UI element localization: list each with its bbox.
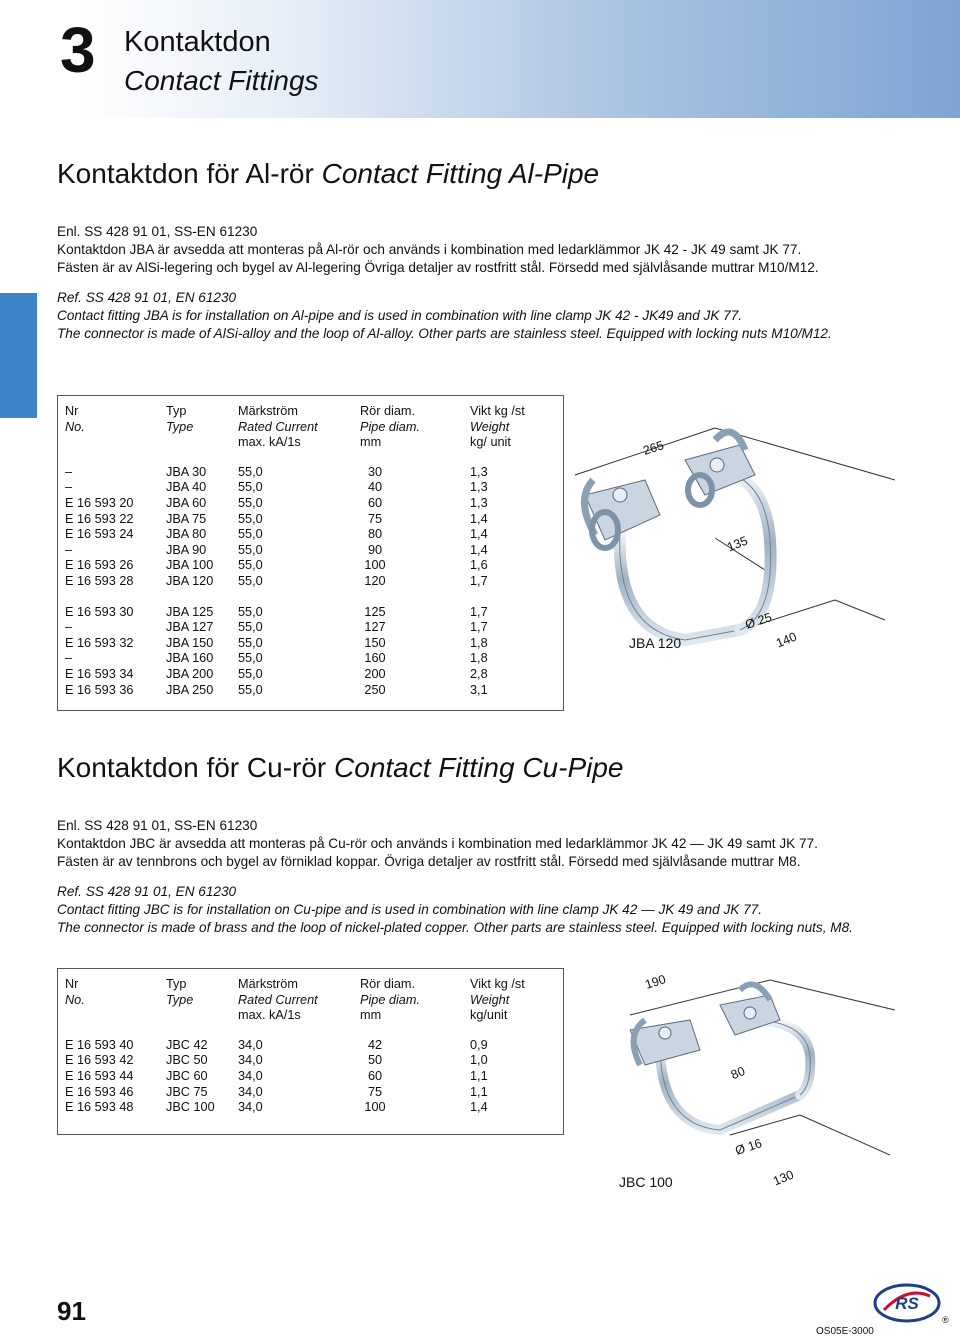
jbc-table-cell: 1,4 — [470, 1100, 488, 1115]
jbc-header-cell: Pipe diam. — [360, 992, 420, 1007]
jbc-header-cell: kg/unit — [470, 1008, 508, 1023]
jba-table-cell: 55,0 — [238, 496, 263, 510]
jba-table-cell: E 16 593 26 — [65, 558, 134, 573]
jba-table-cell: 200 — [364, 667, 386, 681]
jba-table-cell: E 16 593 36 — [65, 682, 134, 697]
jba-table-cell: 90 — [367, 542, 383, 557]
jba-table-cell: 1,3 — [470, 464, 488, 479]
side-tab-marker — [0, 293, 37, 418]
jba-header-cell: Vikt kg /st — [470, 404, 525, 418]
jbc-header-cell: Märkström — [238, 977, 298, 991]
section2-title-en: Contact Fitting Cu-Pipe — [334, 752, 624, 783]
jba-header-cell: max. kA/1s — [238, 435, 301, 450]
jba-table-cell: 160 — [364, 651, 386, 666]
jbc-header-cell: No. — [65, 992, 85, 1007]
jba-table-cell: 1,8 — [470, 635, 488, 650]
rs-logo — [872, 1282, 942, 1324]
jba-table-cell: JBA 100 — [166, 558, 214, 573]
jba-header-cell: Typ — [166, 404, 187, 418]
jba-table-cell: 1,4 — [470, 511, 488, 526]
jbc-100-figure — [600, 975, 900, 1195]
jbc-table-cell: 34,0 — [238, 1037, 263, 1052]
jbc-model-label: JBC 100 — [619, 1174, 673, 1190]
jba-table-cell: 55,0 — [238, 511, 263, 526]
jba-table-cell: 80 — [367, 527, 383, 542]
jbc-header-cell: Rated Current — [238, 992, 318, 1007]
jbc-table-cell: E 16 593 44 — [65, 1069, 134, 1083]
jba-table-cell: E 16 593 24 — [65, 527, 134, 542]
jba-table-cell: JBA 160 — [166, 651, 214, 666]
jbc-table-cell: 60 — [367, 1069, 383, 1083]
jba-table-cell: 1,7 — [470, 604, 488, 619]
jba-table-cell: 55,0 — [238, 635, 263, 650]
jba-table-cell: E 16 593 32 — [65, 635, 134, 650]
jba-table-cell: E 16 593 28 — [65, 574, 134, 588]
jbc-header-cell: mm — [360, 1008, 382, 1023]
jbc-table-cell: E 16 593 46 — [65, 1084, 134, 1099]
jbc-dim-height: 80 — [728, 1063, 748, 1083]
jba-table-cell: 55,0 — [238, 464, 263, 479]
jba-table-cell: JBA 40 — [166, 480, 207, 495]
jbc-header-cell: Typ — [166, 977, 187, 991]
section2-description — [57, 817, 902, 937]
page-number: 91 — [57, 1296, 86, 1326]
jbc-table-cell: JBC 100 — [166, 1100, 215, 1115]
section2-std-en: Ref. SS 428 91 01, EN 61230 — [57, 884, 237, 899]
jbc-header-cell: Vikt kg /st — [470, 977, 525, 991]
jba-table-cell: 1,4 — [470, 527, 488, 542]
section1-table-box — [57, 395, 564, 711]
jba-table-cell: 55,0 — [238, 527, 263, 542]
jba-dim-width: 265 — [641, 438, 666, 458]
jbc-table-cell: 100 — [364, 1100, 386, 1115]
jba-table-cell: JBA 200 — [166, 667, 214, 681]
jba-table-cell: – — [65, 542, 73, 557]
jba-table-cell: 55,0 — [238, 667, 263, 681]
jba-table-cell: 55,0 — [238, 574, 263, 588]
jba-table-cell: 1,7 — [470, 620, 488, 635]
jbc-table-cell: 50 — [367, 1053, 383, 1068]
jbc-dim-width: 190 — [643, 972, 668, 992]
jba-table-cell: – — [65, 620, 73, 635]
jbc-table-cell: JBC 50 — [166, 1053, 208, 1068]
jba-table-cell: 250 — [364, 682, 386, 697]
jba-table-cell: JBA 75 — [166, 511, 207, 526]
section1-desc-en-1: Contact fitting JBA is for installation on Al-pipe and is used in combination with line clamp JK 42 - JK49 and JK 77. — [57, 308, 743, 323]
jba-table-cell: E 16 593 22 — [65, 511, 134, 526]
jbc-table-cell: E 16 593 42 — [65, 1053, 134, 1068]
jba-table-cell: JBA 250 — [166, 682, 214, 697]
jba-table-cell: E 16 593 20 — [65, 496, 134, 510]
jba-table-cell: JBA 127 — [166, 620, 214, 635]
jbc-table-cell: 0,9 — [470, 1037, 488, 1052]
jbc-table-cell: 34,0 — [238, 1069, 263, 1083]
chapter-number: 3 — [60, 14, 96, 86]
jba-header-cell: mm — [360, 435, 382, 450]
rs-logo-text: RS — [895, 1294, 919, 1313]
jba-table-cell: 2,8 — [470, 667, 488, 681]
jba-table-cell: 60 — [367, 496, 383, 510]
jba-model-label: JBA 120 — [629, 635, 682, 651]
jbc-table-cell: JBC 60 — [166, 1069, 208, 1083]
jba-dim-height: 135 — [725, 533, 750, 555]
jba-table-cell: JBA 90 — [166, 542, 207, 557]
jbc-table-cell: JBC 75 — [166, 1084, 208, 1099]
section2-desc-en-2: The connector is made of brass and the loop of nickel-plated copper. Other parts are stainless steel. Equipped with locking nuts, M8. — [57, 920, 853, 935]
jba-table-cell: 30 — [367, 464, 383, 479]
section1-desc-en-2: The connector is made of AlSi-alloy and the loop of Al-alloy. Other parts are stainless steel. Equipped with locking nuts M10/M12. — [57, 326, 832, 341]
jbc-dim-pipe: Ø 16 — [733, 1136, 764, 1158]
jbc-header-cell: Rör diam. — [360, 977, 415, 991]
jba-header-cell: kg/ unit — [470, 435, 511, 450]
section1-title-en: Contact Fitting Al-Pipe — [321, 158, 600, 189]
jbc-header-cell: Type — [166, 992, 194, 1007]
jba-table-cell: 1,4 — [470, 542, 488, 557]
jba-header-cell: Weight — [470, 419, 510, 434]
section1-description — [57, 223, 902, 343]
jba-table-cell: JBA 150 — [166, 635, 214, 650]
jbc-dim-depth: 130 — [771, 1167, 796, 1189]
jbc-table-cell: JBC 42 — [166, 1037, 208, 1052]
section1-std-sv: Enl. SS 428 91 01, SS-EN 61230 — [57, 224, 258, 239]
jba-header-cell: Pipe diam. — [360, 419, 420, 434]
jbc-table-cell: 34,0 — [238, 1100, 263, 1115]
jba-table-cell: 125 — [364, 604, 386, 619]
jbc-table-cell: E 16 593 40 — [65, 1037, 134, 1052]
jba-table-cell: 120 — [364, 574, 386, 588]
jba-table-cell: JBA 80 — [166, 527, 207, 542]
jbc-table-cell: 1,0 — [470, 1053, 488, 1068]
jbc-table-cell: E 16 593 48 — [65, 1100, 134, 1115]
jba-table-cell: 55,0 — [238, 651, 263, 666]
section2-desc-sv-2: Fästen är av tennbrons och bygel av förniklad koppar. Övriga detaljer av rostfritt stål. Försedd med självlåsande muttrar M8. — [57, 854, 801, 869]
section2-std-sv: Enl. SS 428 91 01, SS-EN 61230 — [57, 818, 258, 833]
jba-header-cell: Rated Current — [238, 419, 318, 434]
jba-table-cell: JBA 30 — [166, 464, 207, 479]
jba-dim-pipe: Ø 25 — [743, 610, 774, 632]
section1-desc-sv-1: Kontaktdon JBA är avsedda att monteras på Al-rör och används i kombination med ledarklämmor JK 42 - JK 49 samt JK 77. — [57, 242, 802, 257]
jba-table-cell: 3,1 — [470, 682, 488, 697]
jba-table-cell: 150 — [364, 635, 386, 650]
jba-table-cell: 1,3 — [470, 480, 488, 495]
jba-table-cell: E 16 593 34 — [65, 667, 134, 681]
chapter-title-en: Contact Fittings — [124, 65, 319, 96]
jba-table-cell: JBA 60 — [166, 496, 207, 510]
jba-120-figure — [565, 420, 895, 695]
jbc-table-cell: 34,0 — [238, 1053, 263, 1068]
jba-dim-depth: 140 — [774, 629, 799, 651]
jba-table-cell: – — [65, 480, 73, 495]
jba-header-cell: Märkström — [238, 404, 298, 418]
section2-table-box — [57, 968, 564, 1135]
jbc-table-cell: 1,1 — [470, 1084, 488, 1099]
jba-table-cell: 1,6 — [470, 558, 488, 573]
jba-header-cell: Nr — [65, 404, 79, 418]
section1-desc-sv-2: Fästen är av AlSi-legering och bygel av Al-legering Övriga detaljer av rostfritt stål. Försedd med självlåsande muttrar M10/M12. — [57, 260, 819, 275]
jbc-table-cell: 42 — [367, 1037, 383, 1052]
jba-table-cell: JBA 125 — [166, 604, 214, 619]
jba-table-cell: – — [65, 464, 73, 479]
jba-header-cell: Rör diam. — [360, 404, 415, 418]
jba-table-cell: E 16 593 30 — [65, 604, 134, 619]
jba-table-cell: 127 — [364, 620, 386, 635]
section2-title-sv: Kontaktdon för Cu-rör — [57, 752, 327, 783]
jba-header-cell: Type — [166, 419, 194, 434]
section1-title — [57, 159, 599, 190]
document-code: OS05E-3000 — [816, 1326, 874, 1337]
section2-title — [57, 753, 624, 784]
jba-table-cell: 55,0 — [238, 480, 263, 495]
jba-table-cell: 55,0 — [238, 682, 263, 697]
jba-table-cell: JBA 120 — [166, 574, 214, 588]
jba-table-cell: 55,0 — [238, 542, 263, 557]
jba-table-cell: 55,0 — [238, 558, 263, 573]
registered-mark: ® — [942, 1315, 949, 1325]
jba-table-cell: – — [65, 651, 73, 666]
jba-table-cell: 1,8 — [470, 651, 488, 666]
jbc-header-cell: Weight — [470, 992, 510, 1007]
section2-desc-en-1: Contact fitting JBC is for installation on Cu-pipe and is used in combination with line clamp JK 42 — JK 49 and JK 77. — [57, 902, 762, 917]
jbc-table-cell: 75 — [367, 1084, 383, 1099]
header-band — [0, 0, 960, 118]
jbc-table-cell: 1,1 — [470, 1069, 488, 1083]
section1-title-sv: Kontaktdon för Al-rör — [57, 158, 314, 189]
jba-table-cell: 55,0 — [238, 604, 263, 619]
jbc-table-cell: 34,0 — [238, 1084, 263, 1099]
chapter-title-sv: Kontaktdon — [124, 26, 271, 58]
section2-desc-sv-1: Kontaktdon JBC är avsedda att monteras på Cu-rör och används i kombination med ledarklämmor JK 42 — JK 49 samt JK 77. — [57, 836, 818, 851]
jba-table-cell: 55,0 — [238, 620, 263, 635]
jbc-header-cell: Nr — [65, 977, 79, 991]
section1-std-en: Ref. SS 428 91 01, EN 61230 — [57, 290, 237, 305]
jba-table-cell: 100 — [364, 558, 386, 573]
jba-table-cell: 75 — [367, 511, 383, 526]
jba-table-cell: 40 — [367, 480, 383, 495]
jba-table-cell: 1,3 — [470, 496, 488, 510]
jbc-header-cell: max. kA/1s — [238, 1008, 301, 1023]
jba-table-cell: 1,7 — [470, 574, 488, 588]
jba-header-cell: No. — [65, 419, 85, 434]
